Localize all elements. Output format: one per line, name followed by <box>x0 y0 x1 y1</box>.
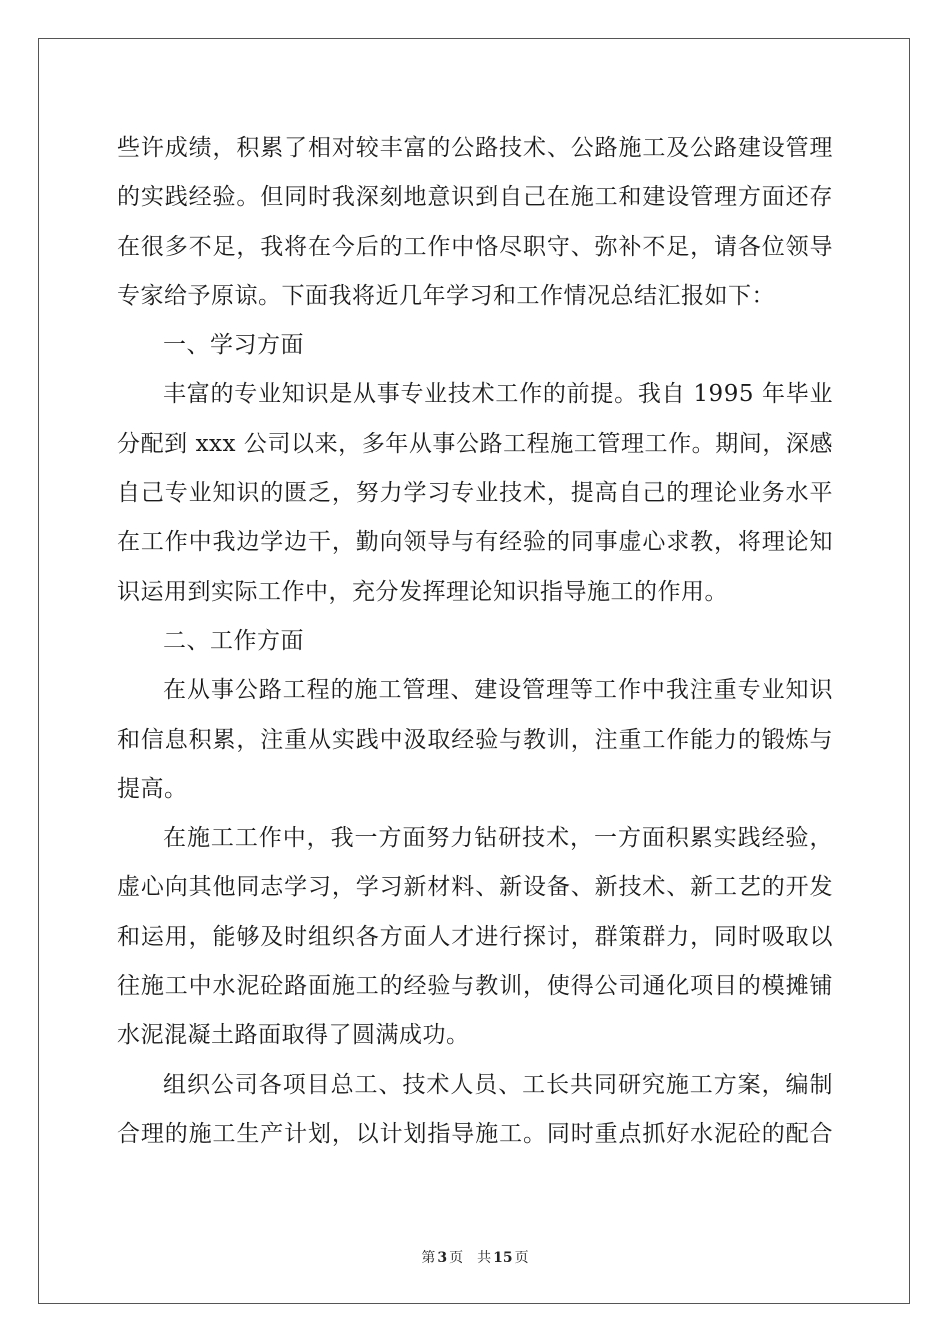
section-heading-study: 一、学习方面 <box>163 332 304 359</box>
text-line: 的实践经验。但同时我深刻地意识到自己在施工和建设管理方面还存 <box>117 184 833 211</box>
text-line: 组织公司各项目总工、技术人员、工长共同研究施工方案，编制 <box>163 1071 833 1098</box>
text-line: 在工作中我边学边干，勤向领导与有经验的同事虚心求教，将理论知 <box>117 529 833 556</box>
total-pages: 15 <box>493 1250 513 1266</box>
total-prefix: 共 <box>477 1250 492 1266</box>
page-prefix: 第 <box>421 1250 436 1266</box>
text-line: 在施工工作中，我一方面努力钻研技术，一方面积累实践经验， <box>163 825 833 852</box>
text-line: 虚心向其他同志学习，学习新材料、新设备、新技术、新工艺的开发 <box>117 874 833 901</box>
text-line: 往施工中水泥砼路面施工的经验与教训，使得公司通化项目的模摊铺 <box>117 973 833 1000</box>
text-line: 专家给予原谅。下面我将近几年学习和工作情况总结汇报如下： <box>117 282 775 309</box>
text-line: 识运用到实际工作中，充分发挥理论知识指导施工的作用。 <box>117 578 728 605</box>
text-line: 和信息积累，注重从实践中汲取经验与教训，注重工作能力的锻炼与 <box>117 726 833 753</box>
text-line: 提高。 <box>117 775 188 802</box>
total-suffix: 页 <box>514 1250 529 1266</box>
text-line: 和运用，能够及时组织各方面人才进行探讨，群策群力，同时吸取以 <box>117 923 833 950</box>
text-line: 在很多不足，我将在今后的工作中恪尽职守、弥补不足，请各位领导 <box>117 233 833 260</box>
page-number: 3 <box>437 1250 448 1266</box>
page-suffix: 页 <box>449 1250 464 1266</box>
section-heading-work: 二、工作方面 <box>163 627 304 654</box>
page-footer <box>0 1247 950 1267</box>
text-line: 水泥混凝土路面取得了圆满成功。 <box>117 1022 470 1049</box>
text-line: 分配到 xxx 公司以来，多年从事公路工程施工管理工作。期间，深感 <box>117 430 833 457</box>
text-line: 丰富的专业知识是从事专业技术工作的前提。我自 1995 年毕业 <box>163 381 833 408</box>
text-line: 合理的施工生产计划，以计划指导施工。同时重点抓好水泥砼的配合 <box>117 1120 833 1147</box>
text-line: 自己专业知识的匮乏，努力学习专业技术，提高自己的理论业务水平 <box>117 480 833 507</box>
text-line: 些许成绩，积累了相对较丰富的公路技术、公路施工及公路建设管理 <box>117 135 833 161</box>
document-body <box>117 124 833 1159</box>
text-line: 在从事公路工程的施工管理、建设管理等工作中我注重专业知识 <box>163 677 833 704</box>
